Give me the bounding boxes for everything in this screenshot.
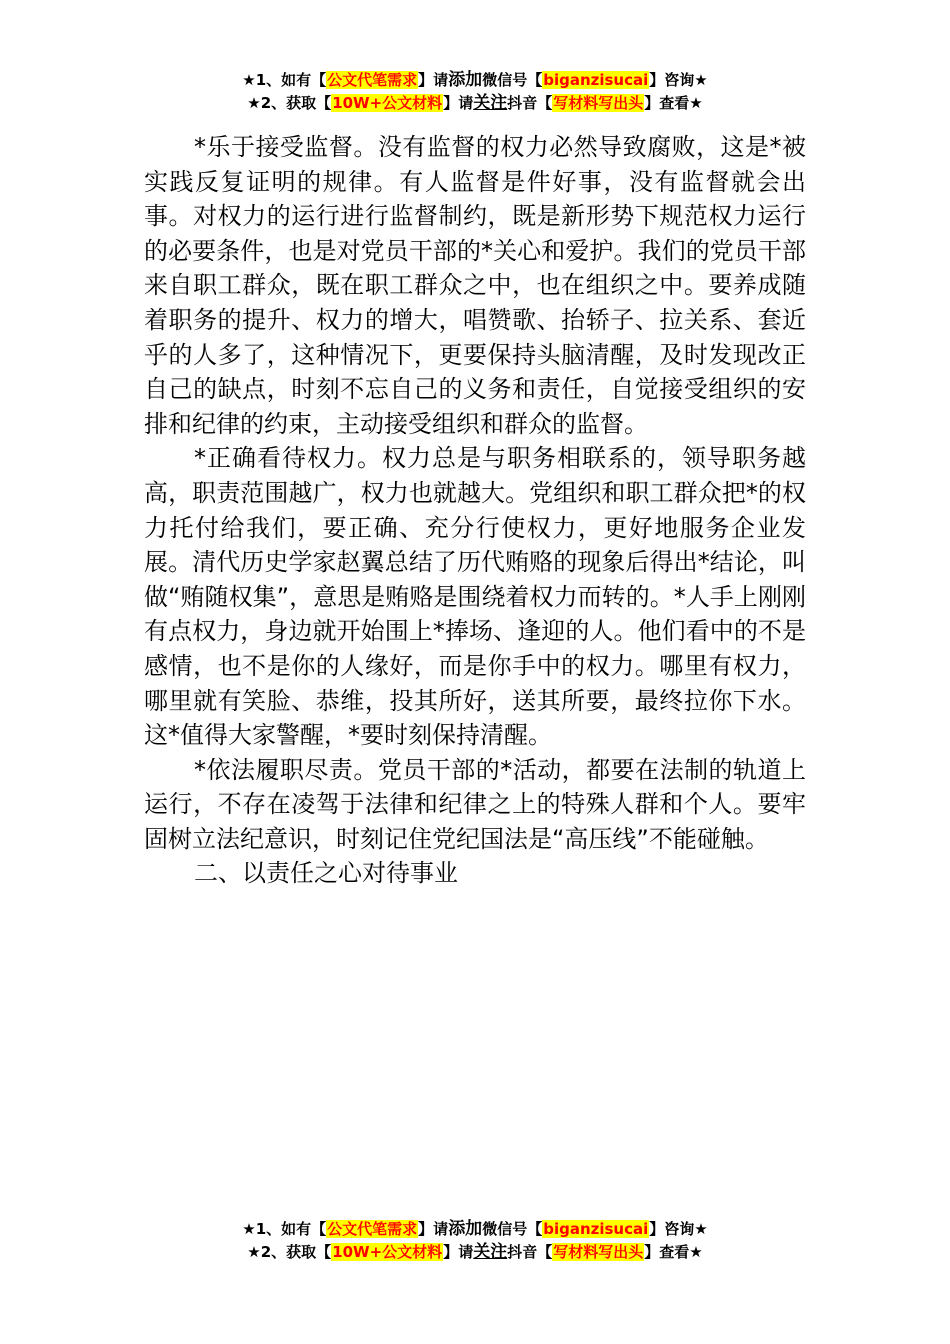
banner-prefix: ★2、获取【 (247, 94, 332, 112)
douyin-account-highlight: 写材料写出头 (553, 94, 644, 112)
header-banner-line-1 (0, 69, 950, 92)
banner-text: 】请 (418, 1220, 449, 1238)
materials-offer-highlight: 10W+公文材料 (332, 94, 443, 112)
banner-suffix: 】咨询★ (649, 71, 708, 89)
banner-suffix: 】查看★ (644, 1243, 703, 1261)
banner-text: 】请 (443, 1243, 474, 1261)
materials-offer-highlight: 10W+公文材料 (332, 1243, 443, 1261)
footer-banner-line-1 (0, 1218, 950, 1241)
banner-text: 】请 (443, 94, 474, 112)
banner-text: 】请 (418, 71, 449, 89)
banner-prefix: ★2、获取【 (247, 1243, 332, 1261)
footer-banner (0, 1218, 950, 1264)
douyin-account-highlight: 写材料写出头 (553, 1243, 644, 1261)
banner-prefix: ★1、如有【 (242, 71, 327, 89)
banner-emphasis: 关注 (473, 93, 508, 113)
wechat-id-highlight: biganzisucai (543, 1220, 649, 1238)
ghostwriting-service-highlight: 公文代笔需求 (327, 71, 418, 89)
banner-suffix: 】咨询★ (649, 1220, 708, 1238)
header-banner (0, 69, 950, 115)
document-body (144, 130, 806, 891)
banner-text: 微信号【 (482, 71, 543, 89)
paragraph-perform-duties-by-law: *依法履职尽责。党员干部的*活动，都要在法制的轨道上运行，不存在凌驾于法律和纪律之上的特殊人群和个人。要牢固树立法纪意识，时刻记住党纪国法是“高压线”不能碰触。 (144, 755, 806, 853)
banner-text: 抖音【 (507, 1243, 553, 1261)
banner-emphasis: 添加 (448, 1219, 483, 1239)
header-banner-line-2 (0, 92, 950, 115)
ghostwriting-service-highlight: 公文代笔需求 (327, 1220, 418, 1238)
footer-banner-line-2 (0, 1241, 950, 1264)
banner-prefix: ★1、如有【 (242, 1220, 327, 1238)
paragraph-accept-supervision: *乐于接受监督。没有监督的权力必然导致腐败，这是*被实践反复证明的规律。有人监督是件好事，没有监督就会出事。对权力的运行进行监督制约，既是新形势下规范权力运行的必要条件，也是对党员干部的*关心和爱护。我们的党员干部来自职工群众，既在职工群众之中，也在组织之中。要养成随着职务的提升、权力的增大，唱赞歌、抬轿子、拉关系、套近乎的人多了，这种情况下，更要保持头脑清醒，及时发现改正自己的缺点，时刻不忘自己的义务和责任，自觉接受组织的安排和纪律的约束，主动接受组织和群众的监督。 (144, 133, 806, 438)
banner-text: 微信号【 (482, 1220, 543, 1238)
section-heading-responsibility: 二、以责任之心对待事业 (194, 859, 458, 888)
banner-emphasis: 添加 (448, 70, 483, 90)
banner-suffix: 】查看★ (644, 94, 703, 112)
wechat-id-highlight: biganzisucai (543, 71, 649, 89)
paragraph-view-power-correctly: *正确看待权力。权力总是与职务相联系的，领导职务越高，职责范围越广，权力也就越大。党组织和职工群众把*的权力托付给我们，要正确、充分行使权力，更好地服务企业发展。清代历史学家赵翼总结了历代贿赂的现象后得出*结论，叫做“贿随权集”，意思是贿赂是围绕着权力而转的。*人手上刚刚有点权力，身边就开始围上*捧场、逢迎的人。他们看中的不是感情，也不是你的人缘好，而是你手中的权力。哪里有权力，哪里就有笑脸、恭维，投其所好，送其所要，最终拉你下水。这*值得大家警醒，*要时刻保持清醒。 (144, 444, 806, 750)
banner-emphasis: 关注 (473, 1242, 508, 1262)
banner-text: 抖音【 (507, 94, 553, 112)
